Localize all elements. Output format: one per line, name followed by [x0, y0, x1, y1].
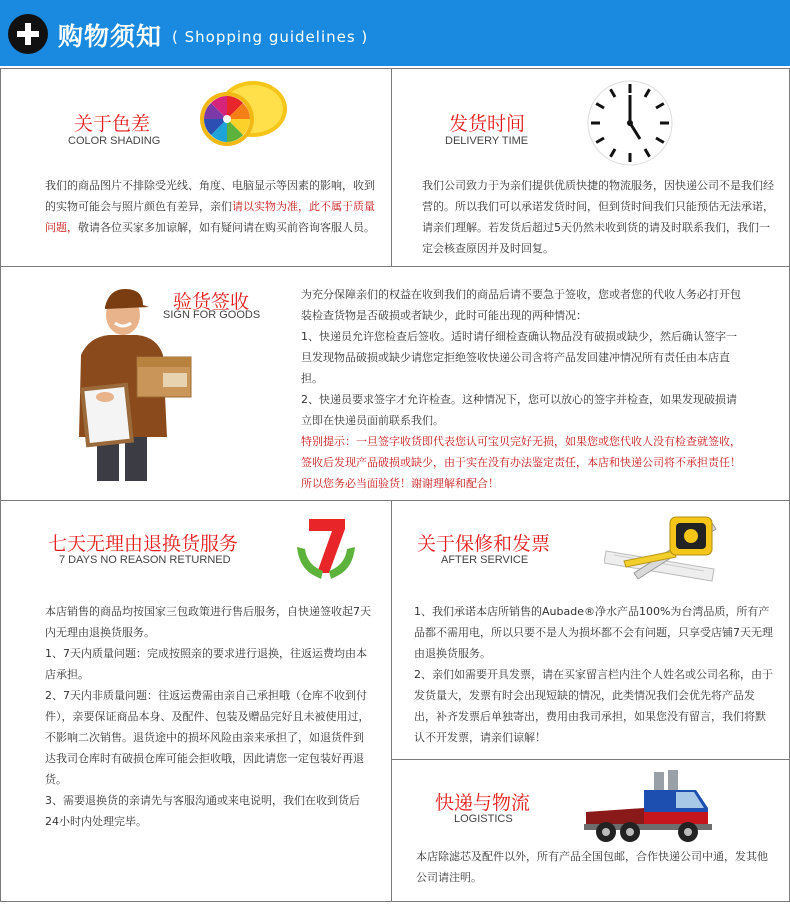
header-banner [0, 0, 790, 66]
after-service-item-1: 1、我们承诺本店所销售的Aubade®净水产品100%为台湾品质，所有产品都不需用电，所以只要不是人为损坏都不会有问题，只享受店铺7天无理由退换货服务。 [414, 605, 773, 660]
return-service-title: 七天无理由退换货服务 [48, 533, 239, 555]
delivery-time-subtitle: DELIVERY TIME [445, 135, 529, 147]
tape-measure-icon [604, 511, 724, 585]
sign-for-goods-subtitle: SIGN FOR GOODS [163, 309, 261, 321]
return-service-subtitle: 7 DAYS NO REASON RETURNED [59, 554, 231, 566]
after-service-item-2: 2、亲们如需要开具发票，请在买家留言栏内注个人姓名或公司名称，由于发货量大，发票有时会出现短缺的情况，此类情况我们会优先将产品发出，补齐发票后单独寄出，费用由我司承担，如果您没有留言，我们将默认不开发票，请亲们谅解！ [414, 668, 773, 744]
return-service-item-2: 2、7天内非质量问题：往返运费需由亲自己承担哦（仓库不收到付件），亲要保证商品本身、及配件、包装及赠品完好且未被使用过，不影响二次销售。退货途中的损坏风险由亲来承担了，如退货件到达我司仓库时有破损仓库可能会拒收哦，因此请您一定包装好再退货。 [45, 689, 370, 786]
plus-circle-icon [8, 14, 48, 54]
return-service-item-1: 1、7天内质量问题：完成按照亲的要求进行退换，往返运费均由本店承担。 [45, 647, 367, 681]
page-title: 购物须知 [58, 22, 163, 51]
sign-for-goods-notice: 特别提示：一旦签字收货即代表您认可宝贝完好无损，如果您或您代收人没有检查就签收，签收后发现产品破损或缺少，由于实在没有办法鉴定责任，本店和快递公司将不承担责任！所以您务必当面验货！谢谢理解和配合！ [301, 435, 741, 490]
logistics-text: 本店除滤芯及配件以外，所有产品全国包邮，合作快递公司中通，发其他公司请注明。 [416, 850, 768, 884]
logistics-title: 快递与物流 [435, 792, 531, 814]
delivery-time-text: 我们公司致力于为亲们提供优质快捷的物流服务，因快递公司不是我们经营的。所以我们可以承诺发货时间，但到货时间我们只能预估无法承诺，请亲们理解。若发货后超过5天仍然未收到货的请及时联系我们，我们一定会核查原因并及时回复。 [422, 179, 774, 255]
sign-for-goods-intro: 为充分保障亲们的权益在收到我们的商品后请不要急于签收，您或者您的代收人务必打开包装检查货物是否破损或者缺少，此时可能出现的两种情况： [301, 288, 741, 322]
after-service-text [414, 601, 774, 748]
color-shading-subtitle: COLOR SHADING [68, 135, 161, 147]
wall-clock-icon [586, 79, 674, 167]
logistics-subtitle: LOGISTICS [454, 813, 513, 825]
color-wheel-lemon-icon [197, 75, 293, 153]
after-service-panel [391, 500, 790, 760]
sign-for-goods-item-2: 2、快递员要求签字才允许检查。这种情况下，您可以放心的签字并检查，如果发现破损请立即在快递员面前联系我们。 [301, 393, 737, 427]
color-shading-panel [0, 68, 392, 267]
return-service-panel [0, 500, 392, 902]
return-service-intro: 本店销售的商品均按国家三包政策进行售后服务，自快递签收起7天内无理由退换货服务。 [45, 605, 371, 639]
sign-for-goods-text [301, 284, 741, 494]
seven-days-hands-icon [295, 517, 357, 581]
logistics-panel [391, 759, 790, 902]
return-service-item-3: 3、需要退换货的亲请先与客服沟通或来电说明，我们在收到货后24小时内处理完毕。 [45, 794, 360, 828]
truck-icon [584, 768, 716, 844]
color-shading-text: 我们的商品图片不排除受光线、角度、电脑显示等因素的影响，收到的实物可能会与照片颜色有差异，亲们请以实物为准，此不属于质量问题，敬请各位买家多加谅解，如有疑问请在购买前咨询客服人员。 [45, 179, 375, 234]
delivery-time-title: 发货时间 [449, 113, 526, 135]
after-service-title: 关于保修和发票 [417, 533, 551, 555]
courier-with-box-icon [59, 285, 199, 483]
delivery-time-panel [391, 68, 790, 267]
color-shading-title: 关于色差 [74, 113, 151, 135]
sign-for-goods-item-1: 1、快递员允许您检查后签收。适时请仔细检查确认物品没有破损或缺少，然后确认签字一旦发现物品破损或缺少请您定拒绝签收快递公司含将产品发回建冲情况所有责任由本店直担。 [301, 330, 737, 385]
sign-for-goods-panel [0, 266, 790, 501]
color-shading-warning: 请以实物为准，此不属于质量问题， [45, 200, 375, 234]
page-subtitle: ( Shopping guidelines ) [172, 28, 369, 46]
sign-for-goods-title: 验货签收 [173, 291, 250, 313]
return-service-text [45, 601, 371, 832]
after-service-subtitle: AFTER SERVICE [441, 554, 529, 566]
